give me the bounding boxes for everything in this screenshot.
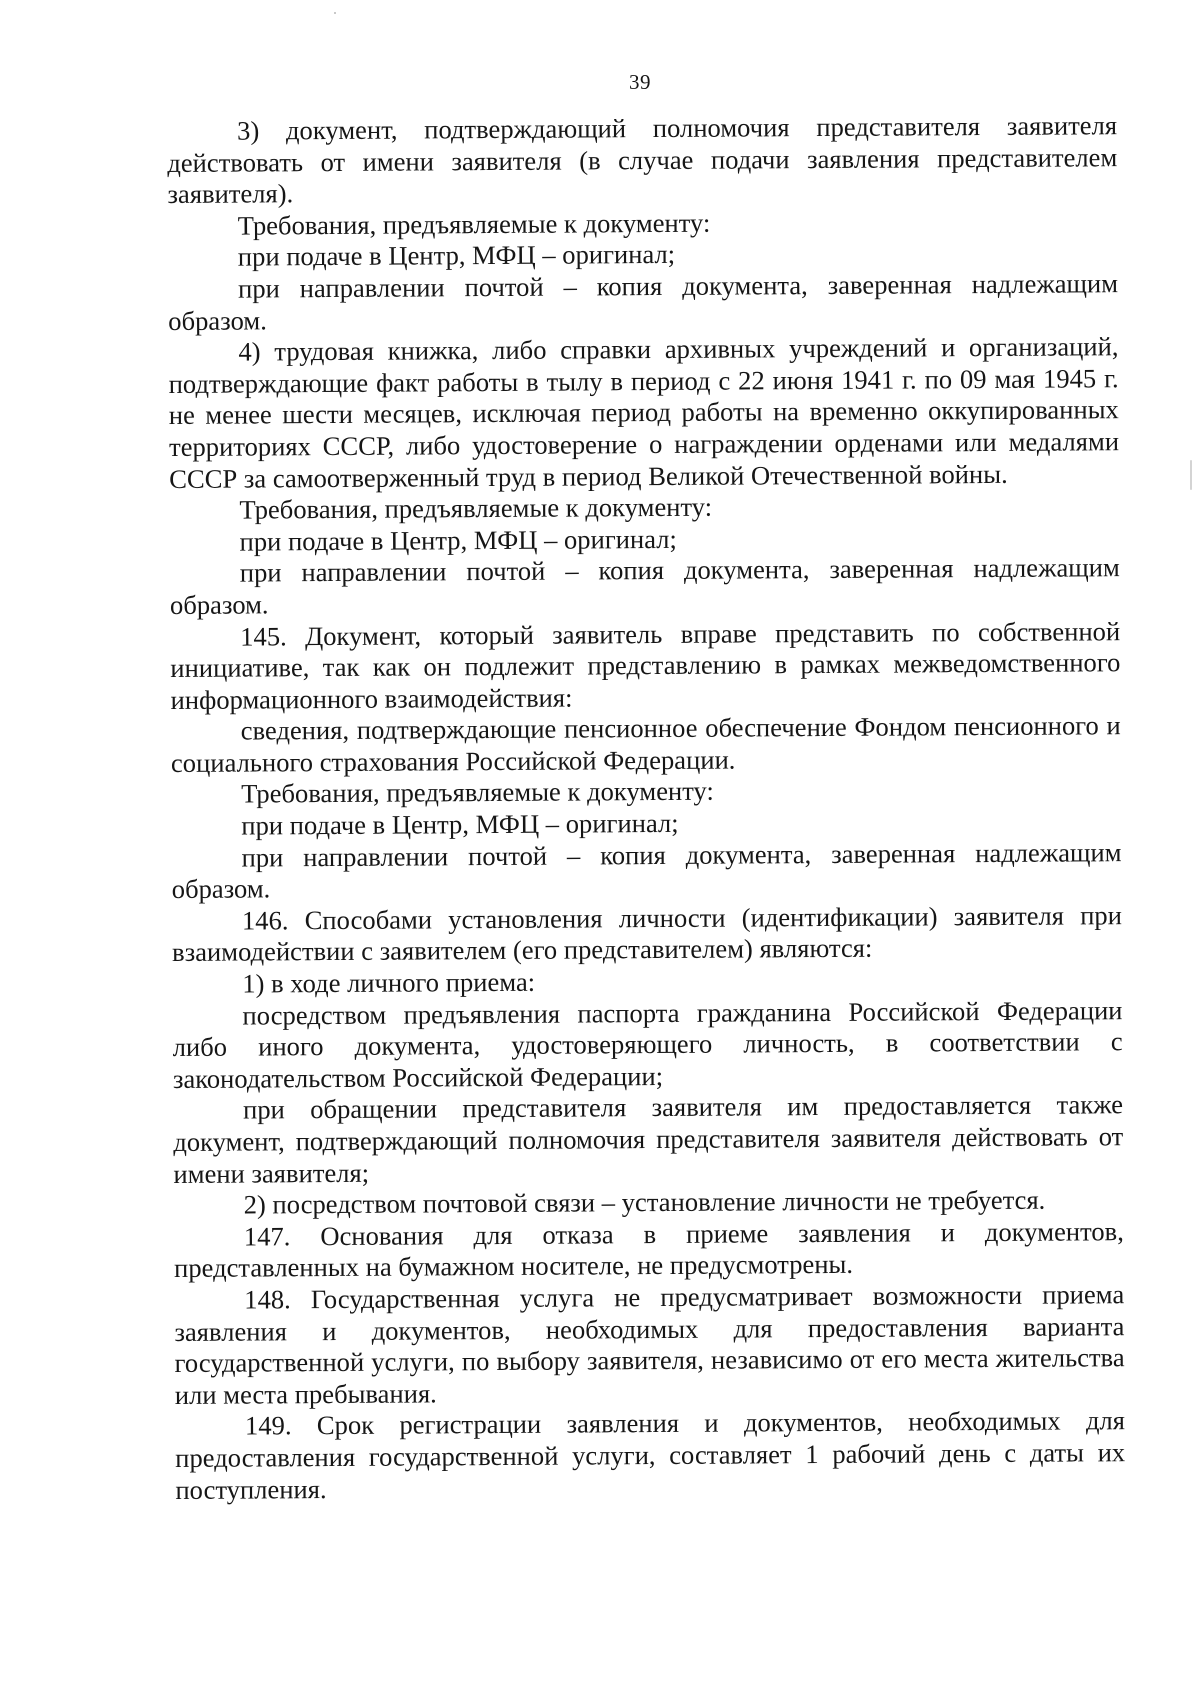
paragraph: при подаче в Центр, МФЦ – оригинал; [241,807,679,841]
paragraph: Требования, предъявляемые к документу: [241,776,714,810]
paragraph: при обращении представителя заявителя им предоставляется также документ, подтверждающий полномочия представителя заявителя действовать от имени заявителя; [173,1089,1124,1189]
paragraph: при подаче в Центр, МФЦ – оригинал; [237,239,676,272]
paragraph: 2) посредством почтовой связи – установление личности не требуется. [243,1184,1046,1220]
paragraph: посредством предъявления паспорта гражданина Российской Федерации либо иного документа, удостоверяющего личность, в соответствии с законодательством Российской Федерации; [172,994,1123,1094]
scan-speck [334,12,336,14]
paragraph: Требования, предъявляемые к документу: [239,491,713,525]
paragraph: 149. Срок регистрации заявления и документов, необходимых для предоставления государственной услуги, составляет 1 рабочий день с даты их поступления. [175,1405,1126,1505]
paragraph: 3) документ, подтверждающий полномочия представителя заявителя действовать от имени заявителя (в случае подачи заявления представителем заявителя). [167,110,1118,210]
paragraph: 146. Способами установления личности (идентификации) заявителя при взаимодействии с заявителем (его представителем) являются: [172,900,1122,968]
paragraph: 147. Основания для отказа в приеме заявления и документов, представленных на бумажном носителе, не предусмотрены. [173,1215,1124,1284]
paragraph: сведения, подтверждающие пенсионное обеспечение Фондом пенсионного и социального страхования Российской Федерации. [170,710,1121,778]
paragraph: 4) трудовая книжка, либо справки архивных учреждений и организаций, подтверждающие факт работы в тылу в период с 22 июня 1941 г. по 09 мая 1945 г. не менее шести месяцев, исключая период работы на временно оккупированных территориях СССР, либо удостоверение о награждении орденами или медалями СССР за самоотверженный труд в период Великой Отечественной войны. [168,331,1120,494]
paragraph: 1) в ходе личного приема: [242,966,536,999]
document-body [167,110,1125,1506]
paragraph: при направлении почтой – копия документа, заверенная надлежащим образом. [171,836,1122,905]
paragraph: Требования, предъявляемые к документу: [237,207,711,241]
paragraph: при направлении почтой – копия документа, заверенная надлежащим образом. [168,268,1119,336]
page-number: 39 [629,70,651,94]
scan-speck [1190,460,1192,490]
paragraph: 145. Документ, который заявитель вправе представить по собственной инициативе, так как он подлежит представлению в рамках межведомственного информационного взаимодействия: [170,615,1121,715]
paragraph: при направлении почтой – копия документа, заверенная надлежащим образом. [169,552,1120,620]
paragraph: при подаче в Центр, МФЦ – оригинал; [239,523,677,557]
paragraph: 148. Государственная услуга не предусматривает возможности приема заявления и документов, необходимых для предоставления варианта государственной услуги, по выбору заявителя, независимо от его места жительства или места пребывания. [174,1279,1125,1410]
